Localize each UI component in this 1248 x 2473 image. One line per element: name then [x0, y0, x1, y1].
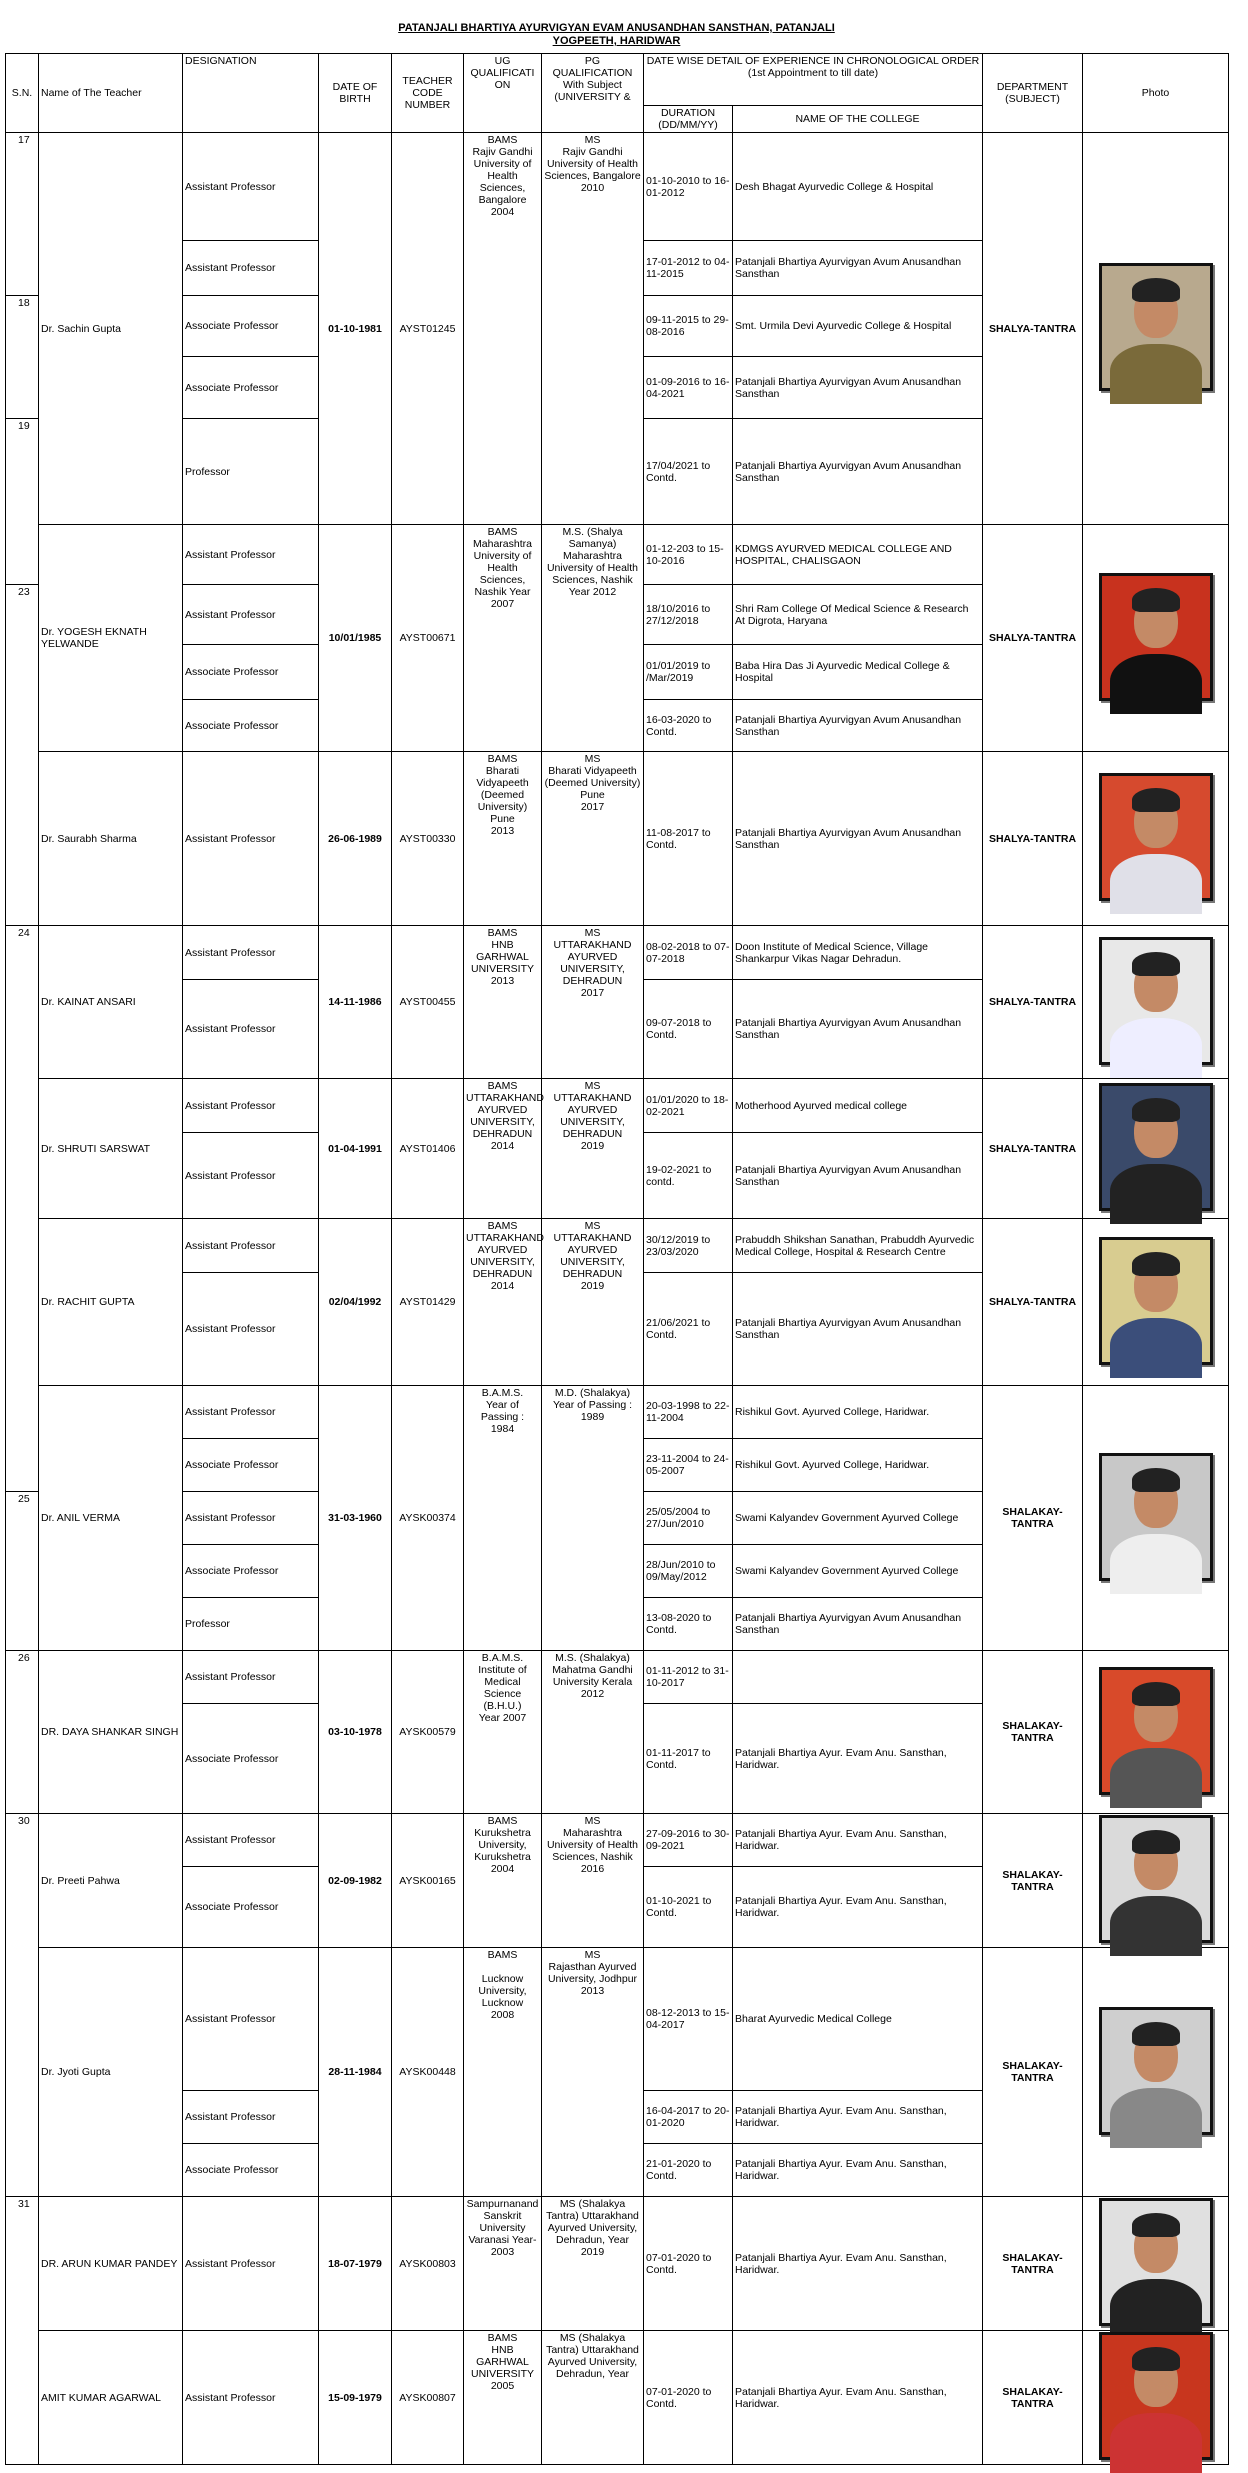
photo-figure-hair [1132, 2347, 1180, 2371]
date-of-birth: 28-11-1984 [319, 1948, 392, 2197]
department: SHALAKAY-TANTRA [983, 1948, 1083, 2197]
teacher-photo-cell [1083, 1948, 1229, 2197]
photo-figure-hair [1132, 1682, 1180, 1706]
experience-duration: 25/05/2004 to 27/Jun/2010 [644, 1492, 733, 1545]
teacher-table-body [6, 133, 1229, 2465]
pg-qualification: M.D. (Shalakya) Year of Passing : 1989 [542, 1386, 644, 1651]
pg-qualification: MS Maharashtra University of Health Sciences, Nashik 2016 [542, 1814, 644, 1948]
experience-duration: 01-11-2012 to 31-10-2017 [644, 1651, 733, 1704]
table-row [6, 1814, 1229, 1867]
college-name: Smt. Urmila Devi Ayurvedic College & Hospital [733, 296, 983, 357]
experience-duration: 08-02-2018 to 07-07-2018 [644, 926, 733, 980]
teacher-photo [1099, 1083, 1213, 1211]
department: SHALYA-TANTRA [983, 1219, 1083, 1386]
designation: Professor [183, 419, 319, 525]
experience-duration: 01-10-2010 to 16-01-2012 [644, 133, 733, 241]
experience-duration: 17-01-2012 to 04-11-2015 [644, 241, 733, 296]
college-name: Rishikul Govt. Ayurved College, Haridwar. [733, 1386, 983, 1439]
serial-number: 30 [6, 1814, 39, 2197]
photo-figure-body [1110, 344, 1202, 404]
pg-qualification: MS UTTARAKHAND AYURVED UNIVERSITY, DEHRADUN 2017 [542, 926, 644, 1079]
photo-figure-hair [1132, 788, 1180, 812]
ug-qualification: B.A.M.S. Year of Passing : 1984 [464, 1386, 542, 1651]
designation: Associate Professor [183, 296, 319, 357]
teacher-name: Dr. Preeti Pahwa [39, 1814, 183, 1948]
department: SHALYA-TANTRA [983, 133, 1083, 525]
teacher-name: DR. ARUN KUMAR PANDEY [39, 2197, 183, 2331]
pg-qualification: MS UTTARAKHAND AYURVED UNIVERSITY, DEHRADUN 2019 [542, 1219, 644, 1386]
date-of-birth: 31-03-1960 [319, 1386, 392, 1651]
experience-duration: 16-03-2020 to Contd. [644, 700, 733, 752]
photo-figure-body [1110, 654, 1202, 714]
table-row [6, 133, 1229, 241]
college-name: Patanjali Bhartiya Ayurvigyan Avum Anusandhan Sansthan [733, 980, 983, 1079]
designation: Assistant Professor [183, 585, 319, 645]
experience-duration: 01-09-2016 to 16-04-2021 [644, 357, 733, 419]
designation: Assistant Professor [183, 1651, 319, 1704]
table-row [6, 752, 1229, 926]
photo-figure-body [1110, 854, 1202, 914]
designation: Assistant Professor [183, 1219, 319, 1273]
teacher-photo-cell [1083, 1651, 1229, 1814]
teacher-photo [1099, 1815, 1213, 1943]
photo-figure-hair [1132, 2213, 1180, 2237]
experience-duration: 20-03-1998 to 22-11-2004 [644, 1386, 733, 1439]
table-row [6, 2197, 1229, 2331]
designation: Assistant Professor [183, 926, 319, 980]
department: SHALYA-TANTRA [983, 525, 1083, 752]
experience-duration: 01-11-2017 to Contd. [644, 1704, 733, 1814]
teacher-photo [1099, 937, 1213, 1065]
header-dob: DATE OF BIRTH [319, 54, 392, 133]
experience-duration: 01-12-203 to 15-10-2016 [644, 525, 733, 585]
designation: Assistant Professor [183, 980, 319, 1079]
designation: Associate Professor [183, 1866, 319, 1947]
photo-figure-body [1110, 2088, 1202, 2148]
header-designation: DESIGNATION [183, 54, 319, 133]
photo-figure-hair [1132, 952, 1180, 976]
designation: Associate Professor [183, 2144, 319, 2197]
photo-figure-body [1110, 1534, 1202, 1594]
college-name: Doon Institute of Medical Science, Village Shankarpur Vikas Nagar Dehradun. [733, 926, 983, 980]
pg-qualification: MS (Shalakya Tantra) Uttarakhand Ayurved University, Dehradun, Year 2019 [542, 2197, 644, 2331]
designation: Associate Professor [183, 1545, 319, 1598]
teacher-photo-cell [1083, 2197, 1229, 2331]
header-ug: UG QUALIFICATI ON [464, 54, 542, 133]
teacher-name: Dr. YOGESH EKNATH YELWANDE [39, 525, 183, 752]
department: SHALAKAY-TANTRA [983, 1814, 1083, 1948]
photo-figure-hair [1132, 2022, 1180, 2046]
experience-duration: 08-12-2013 to 15-04-2017 [644, 1948, 733, 2091]
teacher-code: AYSK00448 [392, 1948, 464, 2197]
college-name: Patanjali Bhartiya Ayurvigyan Avum Anusandhan Sansthan [733, 357, 983, 419]
department: SHALAKAY-TANTRA [983, 2197, 1083, 2331]
college-name [733, 1651, 983, 1704]
experience-duration: 07-01-2020 to Contd. [644, 2197, 733, 2331]
table-row [6, 1079, 1229, 1133]
teacher-code: AYST01429 [392, 1219, 464, 1386]
serial-number: 18 [6, 296, 39, 419]
photo-figure-hair [1132, 278, 1180, 302]
date-of-birth: 02/04/1992 [319, 1219, 392, 1386]
teacher-name: AMIT KUMAR AGARWAL [39, 2331, 183, 2465]
designation: Assistant Professor [183, 241, 319, 296]
teacher-photo [1099, 1453, 1213, 1581]
teacher-photo [1099, 2007, 1213, 2135]
photo-figure-body [1110, 1164, 1202, 1224]
designation: Associate Professor [183, 645, 319, 700]
pg-qualification: MS Rajasthan Ayurved University, Jodhpur 2013 [542, 1948, 644, 2197]
photo-figure-hair [1132, 1468, 1180, 1492]
teacher-code: AYSK00803 [392, 2197, 464, 2331]
teacher-code: AYST00455 [392, 926, 464, 1079]
photo-figure-hair [1132, 1098, 1180, 1122]
date-of-birth: 10/01/1985 [319, 525, 392, 752]
college-name: Patanjali Bhartiya Ayurvigyan Avum Anusandhan Sansthan [733, 1133, 983, 1219]
college-name: Patanjali Bhartiya Ayurvigyan Avum Anusandhan Sansthan [733, 419, 983, 525]
designation: Assistant Professor [183, 2197, 319, 2331]
teacher-name: Dr. Saurabh Sharma [39, 752, 183, 926]
document-title-line1: PATANJALI BHARTIYA AYURVIGYAN EVAM ANUSANDHAN SANSTHAN, PATANJALI [398, 22, 835, 34]
college-name: Patanjali Bhartiya Ayurvigyan Avum Anusandhan Sansthan [733, 752, 983, 926]
designation: Associate Professor [183, 357, 319, 419]
experience-duration: 09-11-2015 to 29-08-2016 [644, 296, 733, 357]
designation: Associate Professor [183, 700, 319, 752]
date-of-birth: 15-09-1979 [319, 2331, 392, 2465]
college-name: Patanjali Bhartiya Ayur. Evam Anu. Sansthan, Haridwar. [733, 2091, 983, 2144]
table-row [6, 525, 1229, 585]
table-row [6, 1386, 1229, 1439]
designation: Associate Professor [183, 1704, 319, 1814]
designation: Professor [183, 1598, 319, 1651]
experience-duration: 30/12/2019 to 23/03/2020 [644, 1219, 733, 1273]
header-experience: DATE WISE DETAIL OF EXPERIENCE IN CHRONOLOGICAL ORDER (1st Appointment to till date) [644, 54, 983, 106]
teacher-code: AYSK00165 [392, 1814, 464, 1948]
experience-duration: 17/04/2021 to Contd. [644, 419, 733, 525]
college-name: Baba Hira Das Ji Ayurvedic Medical College & Hospital [733, 645, 983, 700]
teacher-code: AYST00330 [392, 752, 464, 926]
experience-duration: 16-04-2017 to 20-01-2020 [644, 2091, 733, 2144]
serial-number: 17 [6, 133, 39, 296]
designation: Assistant Professor [183, 1079, 319, 1133]
table-row [6, 926, 1229, 980]
teacher-code: AYSK00579 [392, 1651, 464, 1814]
experience-duration: 21-01-2020 to Contd. [644, 2144, 733, 2197]
photo-figure-body [1110, 1318, 1202, 1378]
experience-duration: 21/06/2021 to Contd. [644, 1273, 733, 1386]
designation: Assistant Professor [183, 2091, 319, 2144]
ug-qualification: BAMS HNB GARHWAL UNIVERSITY 2005 [464, 2331, 542, 2465]
teacher-name: Dr. SHRUTI SARSWAT [39, 1079, 183, 1219]
designation: Assistant Professor [183, 1814, 319, 1867]
college-name: Patanjali Bhartiya Ayurvigyan Avum Anusandhan Sansthan [733, 241, 983, 296]
document-page [5, 0, 1228, 2410]
teacher-photo-cell [1083, 133, 1229, 525]
ug-qualification: BAMS Maharashtra University of Health Sciences, Nashik Year 2007 [464, 525, 542, 752]
pg-qualification: MS UTTARAKHAND AYURVED UNIVERSITY, DEHRADUN 2019 [542, 1079, 644, 1219]
header-photo: Photo [1083, 54, 1229, 133]
photo-figure-body [1110, 1896, 1202, 1956]
teacher-photo [1099, 1667, 1213, 1795]
teacher-name: Dr. ANIL VERMA [39, 1386, 183, 1651]
teacher-code: AYSK00374 [392, 1386, 464, 1651]
serial-number: 23 [6, 585, 39, 926]
photo-figure-body [1110, 1018, 1202, 1078]
teacher-code: AYST01406 [392, 1079, 464, 1219]
teacher-table [5, 53, 1229, 2465]
serial-number: 25 [6, 1492, 39, 1651]
college-name: Swami Kalyandev Government Ayurved College [733, 1492, 983, 1545]
college-name: Swami Kalyandev Government Ayurved College [733, 1545, 983, 1598]
pg-qualification: MS Rajiv Gandhi University of Health Sciences, Bangalore 2010 [542, 133, 644, 525]
photo-figure-hair [1132, 588, 1180, 612]
teacher-photo-cell [1083, 1079, 1229, 1219]
teacher-photo-cell [1083, 1219, 1229, 1386]
department: SHALAKAY-TANTRA [983, 1386, 1083, 1651]
college-name: Patanjali Bhartiya Ayurvigyan Avum Anusandhan Sansthan [733, 1598, 983, 1651]
ug-qualification: BAMS UTTARAKHAND AYURVED UNIVERSITY, DEHRADUN 2014 [464, 1079, 542, 1219]
teacher-photo-cell [1083, 1386, 1229, 1651]
header-name: Name of The Teacher [39, 54, 183, 133]
designation: Assistant Professor [183, 1492, 319, 1545]
document-title-line2: YOGPEETH, HARIDWAR [552, 35, 681, 47]
experience-duration: 11-08-2017 to Contd. [644, 752, 733, 926]
header-college: NAME OF THE COLLEGE [733, 106, 983, 133]
designation: Assistant Professor [183, 1948, 319, 2091]
college-name: Patanjali Bhartiya Ayur. Evam Anu. Sansthan, Haridwar. [733, 1814, 983, 1867]
ug-qualification: BAMS Bharati Vidyapeeth (Deemed University) Pune 2013 [464, 752, 542, 926]
teacher-photo [1099, 2198, 1213, 2326]
table-row [6, 2331, 1229, 2465]
serial-number: 26 [6, 1651, 39, 1814]
teacher-photo [1099, 1237, 1213, 1365]
experience-duration: 09-07-2018 to Contd. [644, 980, 733, 1079]
teacher-code: AYST01245 [392, 133, 464, 525]
college-name: KDMGS AYURVED MEDICAL COLLEGE AND HOSPITAL, CHALISGAON [733, 525, 983, 585]
teacher-name: Dr. Jyoti Gupta [39, 1948, 183, 2197]
table-row [6, 1219, 1229, 1273]
teacher-photo [1099, 263, 1213, 391]
teacher-name: DR. DAYA SHANKAR SINGH [39, 1651, 183, 1814]
serial-number: 19 [6, 419, 39, 585]
teacher-name: Dr. KAINAT ANSARI [39, 926, 183, 1079]
date-of-birth: 01-10-1981 [319, 133, 392, 525]
designation: Assistant Professor [183, 525, 319, 585]
designation: Assistant Professor [183, 1273, 319, 1386]
college-name: Patanjali Bhartiya Ayurvigyan Avum Anusandhan Sansthan [733, 700, 983, 752]
photo-figure-body [1110, 1748, 1202, 1808]
college-name: Patanjali Bhartiya Ayurvigyan Avum Anusandhan Sansthan [733, 1273, 983, 1386]
experience-duration: 13-08-2020 to Contd. [644, 1598, 733, 1651]
designation: Assistant Professor [183, 1133, 319, 1219]
experience-duration: 18/10/2016 to 27/12/2018 [644, 585, 733, 645]
date-of-birth: 01-04-1991 [319, 1079, 392, 1219]
header-sn: S.N. [6, 54, 39, 133]
college-name: Desh Bhagat Ayurvedic College & Hospital [733, 133, 983, 241]
photo-figure-hair [1132, 1252, 1180, 1276]
date-of-birth: 26-06-1989 [319, 752, 392, 926]
ug-qualification: BAMS Kurukshetra University, Kurukshetra 2004 [464, 1814, 542, 1948]
photo-figure-body [1110, 2413, 1202, 2473]
photo-figure-body [1110, 2279, 1202, 2339]
teacher-name: Dr. RACHIT GUPTA [39, 1219, 183, 1386]
ug-qualification: BAMS UTTARAKHAND AYURVED UNIVERSITY, DEHRADUN 2014 [464, 1219, 542, 1386]
college-name: Patanjali Bhartiya Ayur. Evam Anu. Sansthan, Haridwar. [733, 2197, 983, 2331]
college-name: Rishikul Govt. Ayurved College, Haridwar. [733, 1439, 983, 1492]
header-code: TEACHER CODE NUMBER [392, 54, 464, 133]
date-of-birth: 14-11-1986 [319, 926, 392, 1079]
designation: Assistant Professor [183, 1386, 319, 1439]
serial-number: 31 [6, 2197, 39, 2465]
college-name: Patanjali Bhartiya Ayur. Evam Anu. Sansthan, Haridwar. [733, 1866, 983, 1947]
header-pg: PG QUALIFICATION With Subject (UNIVERSITY & [542, 54, 644, 133]
table-row [6, 1651, 1229, 1704]
college-name: Motherhood Ayurved medical college [733, 1079, 983, 1133]
ug-qualification: BAMS Lucknow University, Lucknow 2008 [464, 1948, 542, 2197]
college-name: Shri Ram College Of Medical Science & Research At Digrota, Haryana [733, 585, 983, 645]
pg-qualification: MS Bharati Vidyapeeth (Deemed University) Pune 2017 [542, 752, 644, 926]
designation: Associate Professor [183, 1439, 319, 1492]
college-name: Patanjali Bhartiya Ayur. Evam Anu. Sansthan, Haridwar. [733, 1704, 983, 1814]
teacher-photo [1099, 2332, 1213, 2460]
teacher-photo-cell [1083, 926, 1229, 1079]
teacher-photo-cell [1083, 525, 1229, 752]
ug-qualification: Sampurnanand Sanskrit University Varanasi Year-2003 [464, 2197, 542, 2331]
experience-duration: 23-11-2004 to 24-05-2007 [644, 1439, 733, 1492]
date-of-birth: 02-09-1982 [319, 1814, 392, 1948]
date-of-birth: 18-07-1979 [319, 2197, 392, 2331]
photo-figure-hair [1132, 1830, 1180, 1854]
teacher-photo [1099, 573, 1213, 701]
ug-qualification: BAMS HNB GARHWAL UNIVERSITY 2013 [464, 926, 542, 1079]
ug-qualification: B.A.M.S. Institute of Medical Science (B.H.U.) Year 2007 [464, 1651, 542, 1814]
college-name: Patanjali Bhartiya Ayur. Evam Anu. Sansthan, Haridwar. [733, 2144, 983, 2197]
serial-number: 24 [6, 926, 39, 1492]
experience-duration: 01/01/2019 to /Mar/2019 [644, 645, 733, 700]
department: SHALAKAY-TANTRA [983, 2331, 1083, 2465]
designation: Assistant Professor [183, 752, 319, 926]
date-of-birth: 03-10-1978 [319, 1651, 392, 1814]
table-row [6, 1948, 1229, 2091]
teacher-code: AYSK00807 [392, 2331, 464, 2465]
teacher-code: AYST00671 [392, 525, 464, 752]
college-name: Prabuddh Shikshan Sanathan, Prabuddh Ayurvedic Medical College, Hospital & Research Centre [733, 1219, 983, 1273]
experience-duration: 19-02-2021 to contd. [644, 1133, 733, 1219]
experience-duration: 01-10-2021 to Contd. [644, 1866, 733, 1947]
teacher-photo-cell [1083, 1814, 1229, 1948]
header-department: DEPARTMENT (SUBJECT) [983, 54, 1083, 133]
teacher-photo-cell [1083, 752, 1229, 926]
designation: Assistant Professor [183, 133, 319, 241]
experience-duration: 07-01-2020 to Contd. [644, 2331, 733, 2465]
pg-qualification: M.S. (Shalakya) Mahatma Gandhi University Kerala 2012 [542, 1651, 644, 1814]
department: SHALYA-TANTRA [983, 1079, 1083, 1219]
experience-duration: 28/Jun/2010 to 09/May/2012 [644, 1545, 733, 1598]
pg-qualification: M.S. (Shalya Samanya) Maharashtra University of Health Sciences, Nashik Year 2012 [542, 525, 644, 752]
college-name: Patanjali Bhartiya Ayur. Evam Anu. Sansthan, Haridwar. [733, 2331, 983, 2465]
designation: Assistant Professor [183, 2331, 319, 2465]
teacher-photo-cell [1083, 2331, 1229, 2465]
teacher-photo [1099, 773, 1213, 901]
header-duration: DURATION (DD/MM/YY) [644, 106, 733, 133]
experience-duration: 01/01/2020 to 18-02-2021 [644, 1079, 733, 1133]
department: SHALYA-TANTRA [983, 926, 1083, 1079]
department: SHALYA-TANTRA [983, 752, 1083, 926]
teacher-name: Dr. Sachin Gupta [39, 133, 183, 525]
ug-qualification: BAMS Rajiv Gandhi University of Health Sciences, Bangalore 2004 [464, 133, 542, 525]
college-name: Bharat Ayurvedic Medical College [733, 1948, 983, 2091]
experience-duration: 27-09-2016 to 30-09-2021 [644, 1814, 733, 1867]
pg-qualification: MS (Shalakya Tantra) Uttarakhand Ayurved University, Dehradun, Year [542, 2331, 644, 2465]
department: SHALAKAY-TANTRA [983, 1651, 1083, 1814]
